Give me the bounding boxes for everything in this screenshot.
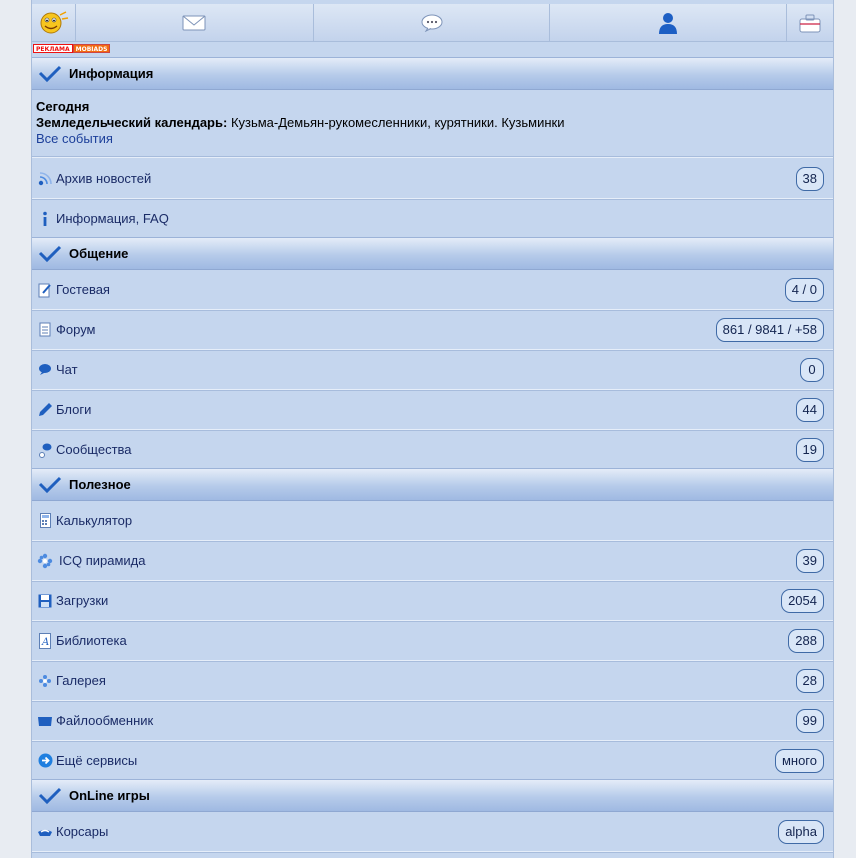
count-badge: 28 xyxy=(796,669,824,693)
ship-icon xyxy=(36,826,54,838)
row-label: Загрузки xyxy=(56,593,109,608)
row-corsairs[interactable] xyxy=(32,812,833,852)
row-label: Ещё сервисы xyxy=(56,753,138,768)
row-label: Информация, FAQ xyxy=(56,211,169,226)
section-header-social xyxy=(32,237,833,270)
divider xyxy=(32,157,833,158)
calendar-label: Земледельческий календарь: xyxy=(36,115,228,130)
row-news-archive[interactable] xyxy=(32,159,833,199)
section-header-useful xyxy=(32,468,833,501)
checkmark-icon xyxy=(38,65,66,83)
section-title: Информация xyxy=(69,66,154,81)
tray-icon xyxy=(36,715,54,727)
row-label: Архив новостей xyxy=(56,171,152,186)
row-label: Блоги xyxy=(56,402,92,417)
icq-flower-icon xyxy=(36,553,54,569)
count-badge: 19 xyxy=(796,438,824,462)
mail-icon[interactable] xyxy=(76,4,314,41)
row-downloads[interactable] xyxy=(32,581,833,621)
count-badge: 288 xyxy=(788,629,824,653)
briefcase-icon[interactable] xyxy=(787,4,833,41)
info-icon xyxy=(36,211,54,227)
row-forum[interactable] xyxy=(32,310,833,350)
count-badge: 38 xyxy=(796,167,824,191)
checkmark-icon xyxy=(38,476,66,494)
row-label: Гостевая xyxy=(56,282,110,297)
chat-bubble-icon[interactable] xyxy=(314,4,551,41)
row-label: Чат xyxy=(56,362,78,377)
count-badge: alpha xyxy=(778,820,824,844)
svg-text:A: A xyxy=(42,636,50,648)
smiley-logo-icon[interactable] xyxy=(32,4,76,41)
row-communities[interactable] xyxy=(32,430,833,470)
row-label: Калькулятор xyxy=(56,513,133,528)
count-badge: 0 xyxy=(800,358,824,382)
row-label: Файлообменник xyxy=(56,713,154,728)
checkmark-icon xyxy=(38,245,66,263)
row-guestbook[interactable] xyxy=(32,270,833,310)
user-profile-icon[interactable] xyxy=(550,4,787,41)
count-badge: 44 xyxy=(796,398,824,422)
row-faq[interactable] xyxy=(32,199,833,239)
row-label: Сообщества xyxy=(56,442,132,457)
count-badge: 39 xyxy=(796,549,824,573)
row-calculator[interactable] xyxy=(32,501,833,541)
count-badge: 99 xyxy=(796,709,824,733)
row-gallery[interactable] xyxy=(32,661,833,701)
all-events-link[interactable]: Все события xyxy=(36,131,113,146)
document-icon xyxy=(36,322,54,337)
today-block xyxy=(36,99,826,147)
count-badge: много xyxy=(775,749,824,773)
row-icq[interactable] xyxy=(32,541,833,581)
row-label: Библиотека xyxy=(56,633,127,648)
row-label: Галерея xyxy=(56,673,106,688)
today-heading: Сегодня xyxy=(36,99,90,114)
row-fileshare[interactable] xyxy=(32,701,833,741)
row-label: Корсары xyxy=(56,824,109,839)
guestbook-pencil-icon xyxy=(36,282,54,298)
section-title: Полезное xyxy=(69,477,131,492)
top-nav-bar xyxy=(32,4,833,42)
speech-bubble-icon xyxy=(36,363,54,376)
count-badge: 4 / 0 xyxy=(785,278,824,302)
page-frame xyxy=(31,0,834,858)
section-header-games xyxy=(32,779,833,812)
ad-brand: MOBIADS xyxy=(73,44,111,53)
calculator-icon xyxy=(36,513,54,528)
community-icon xyxy=(36,442,54,458)
calendar-text: Кузьма-Демьян-рукомесленники, курятники. Кузьминки xyxy=(230,115,565,130)
checkmark-icon xyxy=(38,787,66,805)
section-header-info xyxy=(32,57,833,90)
ad-banner[interactable] xyxy=(33,44,110,53)
ad-label: РЕКЛАМА xyxy=(33,44,73,53)
arrow-right-circle-icon xyxy=(36,753,54,768)
row-label: Форум xyxy=(56,322,96,337)
calendar-line xyxy=(36,115,826,131)
floppy-disk-icon xyxy=(36,594,54,608)
pencil-icon xyxy=(36,402,54,418)
section-title: OnLine игры xyxy=(69,788,150,803)
count-badge: 861 / 9841 / +58 xyxy=(716,318,824,342)
row-blogs[interactable] xyxy=(32,390,833,430)
row-chat[interactable] xyxy=(32,350,833,390)
section-title: Общение xyxy=(69,246,129,261)
row-label: ICQ пирамида xyxy=(59,553,146,568)
row-library[interactable] xyxy=(32,621,833,661)
count-badge: 2054 xyxy=(781,589,824,613)
book-icon xyxy=(36,633,54,649)
row-more-services[interactable] xyxy=(32,741,833,781)
rss-icon xyxy=(36,172,54,186)
gallery-flower-icon xyxy=(36,674,54,688)
